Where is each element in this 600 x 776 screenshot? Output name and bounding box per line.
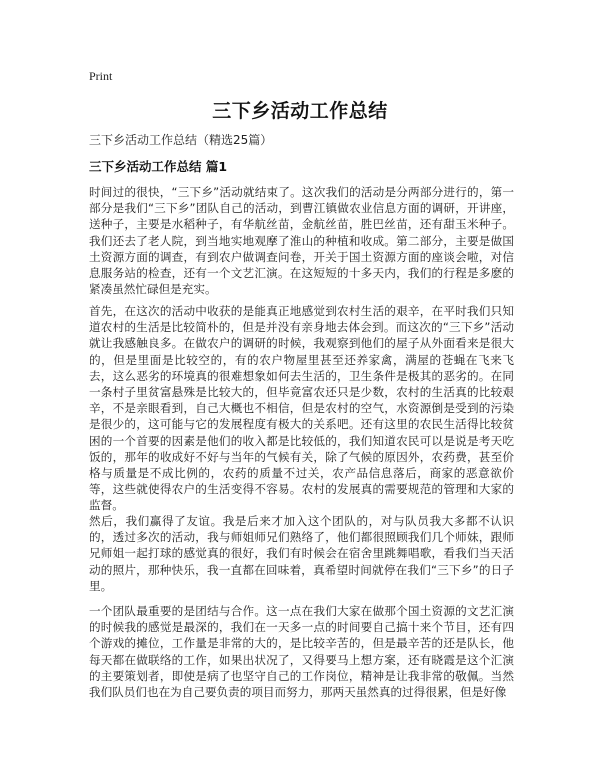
paragraph-3: 然后，我们赢得了友谊。我是后来才加入这个团队的，对与队员我大多都不认识的，透过多次的活动，我与师姐师兄们熟络了，他们都很照顾我们几个师妹，跟师兄师姐一起打球的感觉真的很好，我们有时候会在宿舍里跳舞唱歌，看我们当天活动的照片，那种快乐，我一直都在回味着，真希望时间就停在我们“三下乡”的日子里。	[89, 514, 514, 593]
page-title: 三下乡活动工作总结	[212, 100, 388, 122]
paragraph-2: 首先，在这次的活动中收获的是能真正地感觉到农村生活的艰辛，在平时我们只知道农村的生活是比较简朴的，但是并没有亲身地去体会到。而这次的“三下乡”活动就让我感触良多。在做农户的调研的时候，我观察到他们的屋子从外面看来是很大的，但是里面是比较空的，有的农户物屋里甚至还养家禽，满屋的苍蝇在飞来飞去，这么恶劣的环境真的很难想象如何去生活的，卫生条件是极其的恶劣的。在同一条村子里贫富悬殊是比较大的，但毕竟富农还只是少数，农村的生活真的比较艰辛，不是亲眼看到，自己大概也不相信，但是农村的空气，水资源倒是受到的污染是很少的，这可能与它的发展程度有极大的关系吧。还有这里的农民生活得比较贫困的一个首要的因素是他们的收入都是比较低的，我们知道农民可以是说是考天吃饭的，那年的收成好不好与当年的气候有关，除了气候的原因外，农药费，甚至价格与质量是不成比例的，农药的质量不过关，农产品信息落后，商家的恶意欲价等，这些就使得农户的生活变得不容易。农村的发展真的需要规范的管理和大家的监督。	[89, 304, 514, 513]
print-link[interactable]: Print	[89, 69, 113, 83]
section-heading: 三下乡活动工作总结 篇1	[89, 159, 228, 174]
document-subtitle: 三下乡活动工作总结（精选25篇）	[89, 133, 273, 147]
paragraph-1: 时间过的很快，“三下乡”活动就结束了。这次我们的活动是分两部分进行的，第一部分是我们“三下乡”团队自己的活动，到曹江镇做农业信息方面的调研，开讲座，送种子，主要是水稻种子，有华航丝苗，金航丝苗，胜巴丝苗，还有甜玉米种子。我们还去了老人院，到当地实地观摩了淮山的种植和收成。第二部分，主要是做国土资源方面的调查，有到农户做调查问卷，开关于国土资源方面的座谈会啦，对信息服务站的检查，还有一个文艺汇演。在这短短的十多天内，我们的行程是多麽的紧凑虽然忙碌但是充实。	[89, 185, 514, 297]
paragraph-4: 一个团队最重要的是团结与合作。这一点在我们大家在做那个国土资源的文艺汇演的时候我的感觉是最深的，我们在一天多一点的时间要自己搞十来个节目，还有四个游戏的摊位，工作量是非常的大的，是比较辛苦的，但是最辛苦的还是队长，他每天都在做联络的工作，如果出状况了，又得要马上想方案，还有晓霞是这个汇演的主要策划者，即使是病了也坚守自己的工作岗位，精神是让我非常的敬佩。当然我们队员们也在为自己要负责的项目而努力，那两天虽然真的过得很累，但是好像	[89, 604, 514, 700]
